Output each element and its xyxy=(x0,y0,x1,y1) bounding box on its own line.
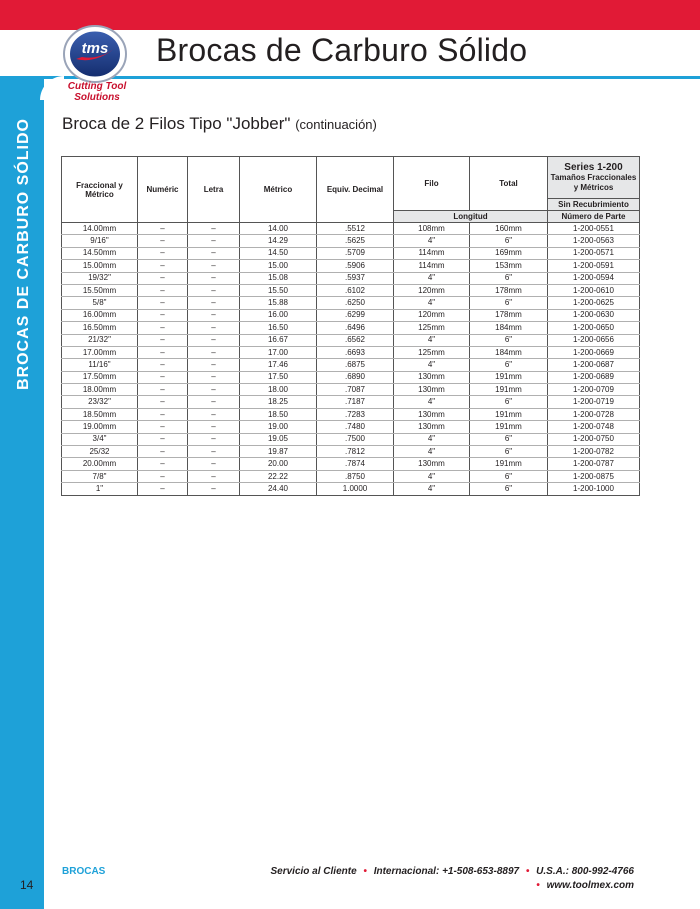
cell-fraccional: 18.50mm xyxy=(62,408,138,420)
cell-numero-parte: 1-200-0875 xyxy=(548,470,640,482)
cell-total: 169mm xyxy=(470,247,548,259)
cell-metrico: 18.00 xyxy=(240,384,317,396)
section-title: Broca de 2 Filos Tipo "Jobber" xyxy=(62,114,291,133)
cell-equiv-decimal: .5512 xyxy=(317,223,394,235)
cell-numeric: – xyxy=(138,309,188,321)
cell-numeric: – xyxy=(138,396,188,408)
cell-letra: – xyxy=(188,470,240,482)
cell-total: 178mm xyxy=(470,309,548,321)
cell-numero-parte: 1-200-0750 xyxy=(548,433,640,445)
cell-filo: 108mm xyxy=(394,223,470,235)
cell-numero-parte: 1-200-0650 xyxy=(548,322,640,334)
cell-filo: 4" xyxy=(394,359,470,371)
cell-fraccional: 23/32" xyxy=(62,396,138,408)
cell-equiv-decimal: .5709 xyxy=(317,247,394,259)
cell-letra: – xyxy=(188,346,240,358)
cell-filo: 125mm xyxy=(394,322,470,334)
cell-metrico: 18.50 xyxy=(240,408,317,420)
cell-letra: – xyxy=(188,483,240,495)
cell-fraccional: 17.00mm xyxy=(62,346,138,358)
footer-contact-line1 xyxy=(270,865,634,879)
cell-numero-parte: 1-200-0630 xyxy=(548,309,640,321)
logo-tagline xyxy=(56,81,138,103)
bullet-icon: • xyxy=(363,866,367,877)
cell-total: 191mm xyxy=(470,384,548,396)
cell-fraccional: 9/16" xyxy=(62,235,138,247)
drill-spec-table xyxy=(61,156,640,496)
cell-total: 6" xyxy=(470,334,548,346)
cell-total: 178mm xyxy=(470,284,548,296)
table-row xyxy=(62,322,640,334)
cell-fraccional: 15.00mm xyxy=(62,260,138,272)
cell-numero-parte: 1-200-0719 xyxy=(548,396,640,408)
cell-fraccional: 18.00mm xyxy=(62,384,138,396)
header-numeric: Numéric xyxy=(138,157,188,223)
cell-metrico: 20.00 xyxy=(240,458,317,470)
cell-letra: – xyxy=(188,260,240,272)
cell-metrico: 16.00 xyxy=(240,309,317,321)
cell-equiv-decimal: 1.0000 xyxy=(317,483,394,495)
logo-tagline-line1: Cutting Tool xyxy=(67,81,127,92)
cell-fraccional: 5/8" xyxy=(62,297,138,309)
page-number: 14 xyxy=(20,878,34,892)
table-row xyxy=(62,421,640,433)
cell-metrico: 19.00 xyxy=(240,421,317,433)
cell-numeric: – xyxy=(138,223,188,235)
cell-numeric: – xyxy=(138,433,188,445)
cell-numeric: – xyxy=(138,272,188,284)
footer-international: Internacional: +1-508-653-8897 xyxy=(373,866,520,877)
table-row xyxy=(62,297,640,309)
cell-numero-parte: 1-200-0563 xyxy=(548,235,640,247)
cell-numero-parte: 1-200-0625 xyxy=(548,297,640,309)
cell-filo: 130mm xyxy=(394,458,470,470)
cell-numeric: – xyxy=(138,421,188,433)
cell-numeric: – xyxy=(138,260,188,272)
cell-metrico: 19.05 xyxy=(240,433,317,445)
cell-metrico: 15.50 xyxy=(240,284,317,296)
cell-letra: – xyxy=(188,359,240,371)
cell-fraccional: 20.00mm xyxy=(62,458,138,470)
cell-equiv-decimal: .5937 xyxy=(317,272,394,284)
table-row xyxy=(62,433,640,445)
cell-equiv-decimal: .7812 xyxy=(317,446,394,458)
cell-numeric: – xyxy=(138,384,188,396)
cell-metrico: 15.88 xyxy=(240,297,317,309)
cell-metrico: 14.29 xyxy=(240,235,317,247)
title-underline xyxy=(40,76,700,79)
cell-equiv-decimal: .7087 xyxy=(317,384,394,396)
header-sin-recubrimiento: Sin Recubrimiento xyxy=(548,199,640,211)
cell-numeric: – xyxy=(138,235,188,247)
cell-filo: 4" xyxy=(394,446,470,458)
cell-letra: – xyxy=(188,446,240,458)
cell-numero-parte: 1-200-0669 xyxy=(548,346,640,358)
cell-fraccional: 25/32 xyxy=(62,446,138,458)
cell-total: 184mm xyxy=(470,322,548,334)
cell-numero-parte: 1-200-0782 xyxy=(548,446,640,458)
table-row xyxy=(62,272,640,284)
cell-letra: – xyxy=(188,247,240,259)
table-row xyxy=(62,235,640,247)
cell-filo: 4" xyxy=(394,272,470,284)
cell-equiv-decimal: .7874 xyxy=(317,458,394,470)
cell-total: 191mm xyxy=(470,421,548,433)
cell-filo: 130mm xyxy=(394,371,470,383)
cell-metrico: 14.50 xyxy=(240,247,317,259)
cell-equiv-decimal: .7187 xyxy=(317,396,394,408)
bullet-icon: • xyxy=(525,866,530,877)
cell-equiv-decimal: .6562 xyxy=(317,334,394,346)
table-row xyxy=(62,223,640,235)
cell-total: 6" xyxy=(470,446,548,458)
cell-total: 6" xyxy=(470,483,548,495)
cell-numero-parte: 1-200-0787 xyxy=(548,458,640,470)
page-title: Brocas de Carburo Sólido xyxy=(156,32,528,68)
cell-total: 6" xyxy=(470,396,548,408)
cell-fraccional: 19/32" xyxy=(62,272,138,284)
cell-metrico: 15.08 xyxy=(240,272,317,284)
cell-letra: – xyxy=(188,322,240,334)
cell-filo: 4" xyxy=(394,483,470,495)
cell-filo: 130mm xyxy=(394,421,470,433)
header-longitud: Longitud xyxy=(394,211,548,223)
header-equiv-decimal: Equiv. Decimal xyxy=(317,157,394,223)
logo-text: tms xyxy=(81,40,109,57)
cell-letra: – xyxy=(188,433,240,445)
cell-letra: – xyxy=(188,334,240,346)
cell-total: 191mm xyxy=(470,408,548,420)
cell-equiv-decimal: .7480 xyxy=(317,421,394,433)
cell-metrico: 24.40 xyxy=(240,483,317,495)
table-row xyxy=(62,359,640,371)
cell-letra: – xyxy=(188,458,240,470)
cell-fraccional: 17.50mm xyxy=(62,371,138,383)
cell-numero-parte: 1-200-0656 xyxy=(548,334,640,346)
cell-numeric: – xyxy=(138,483,188,495)
cell-fraccional: 15.50mm xyxy=(62,284,138,296)
cell-total: 6" xyxy=(470,359,548,371)
cell-letra: – xyxy=(188,309,240,321)
cell-equiv-decimal: .5906 xyxy=(317,260,394,272)
cell-numero-parte: 1-200-0687 xyxy=(548,359,640,371)
cell-equiv-decimal: .8750 xyxy=(317,470,394,482)
cell-total: 6" xyxy=(470,235,548,247)
cell-metrico: 14.00 xyxy=(240,223,317,235)
cell-filo: 4" xyxy=(394,235,470,247)
cell-letra: – xyxy=(188,297,240,309)
cell-numeric: – xyxy=(138,334,188,346)
cell-metrico: 19.87 xyxy=(240,446,317,458)
cell-fraccional: 7/8" xyxy=(62,470,138,482)
logo-tagline-line2: Solutions xyxy=(74,92,120,103)
cell-filo: 130mm xyxy=(394,384,470,396)
cell-equiv-decimal: .6890 xyxy=(317,371,394,383)
cell-metrico: 17.00 xyxy=(240,346,317,358)
cell-letra: – xyxy=(188,421,240,433)
cell-fraccional: 16.50mm xyxy=(62,322,138,334)
cell-fraccional: 1" xyxy=(62,483,138,495)
cell-numeric: – xyxy=(138,297,188,309)
cell-equiv-decimal: .6299 xyxy=(317,309,394,321)
header-metrico: Métrico xyxy=(240,157,317,223)
cell-metrico: 16.50 xyxy=(240,322,317,334)
header-series xyxy=(548,157,640,199)
cell-total: 6" xyxy=(470,470,548,482)
cell-total: 153mm xyxy=(470,260,548,272)
header-letra: Letra xyxy=(188,157,240,223)
footer-service: Servicio al Cliente xyxy=(270,866,357,877)
cell-filo: 130mm xyxy=(394,408,470,420)
table-row xyxy=(62,371,640,383)
cell-fraccional: 21/32" xyxy=(62,334,138,346)
cell-metrico: 22.22 xyxy=(240,470,317,482)
cell-fraccional: 14.00mm xyxy=(62,223,138,235)
table-row xyxy=(62,483,640,495)
footer-contact-line2 xyxy=(270,879,634,893)
cell-metrico: 17.46 xyxy=(240,359,317,371)
table-row xyxy=(62,470,640,482)
table-row xyxy=(62,458,640,470)
cell-numeric: – xyxy=(138,359,188,371)
table-row xyxy=(62,396,640,408)
tms-logo-icon xyxy=(60,24,130,84)
cell-numeric: – xyxy=(138,371,188,383)
cell-filo: 120mm xyxy=(394,284,470,296)
cell-fraccional: 16.00mm xyxy=(62,309,138,321)
bullet-icon: • xyxy=(536,880,540,891)
cell-total: 6" xyxy=(470,297,548,309)
cell-filo: 114mm xyxy=(394,247,470,259)
cell-metrico: 18.25 xyxy=(240,396,317,408)
cell-total: 6" xyxy=(470,433,548,445)
header-fraccional: Fraccional y Métrico xyxy=(62,157,138,223)
cell-filo: 4" xyxy=(394,470,470,482)
table-row xyxy=(62,346,640,358)
cell-filo: 120mm xyxy=(394,309,470,321)
cell-filo: 4" xyxy=(394,297,470,309)
table-row xyxy=(62,408,640,420)
header-total: Total xyxy=(470,157,548,211)
cell-total: 6" xyxy=(470,272,548,284)
cell-filo: 4" xyxy=(394,433,470,445)
table-row xyxy=(62,384,640,396)
sidebar-vertical-label: BROCAS DE CARBURO SÓLIDO xyxy=(15,117,32,391)
cell-fraccional: 14.50mm xyxy=(62,247,138,259)
table-row xyxy=(62,247,640,259)
cell-equiv-decimal: .7283 xyxy=(317,408,394,420)
cell-numeric: – xyxy=(138,458,188,470)
cell-numero-parte: 1-200-1000 xyxy=(548,483,640,495)
cell-filo: 125mm xyxy=(394,346,470,358)
cell-letra: – xyxy=(188,408,240,420)
cell-numero-parte: 1-200-0591 xyxy=(548,260,640,272)
cell-filo: 114mm xyxy=(394,260,470,272)
footer-contact xyxy=(270,865,634,893)
table-row xyxy=(62,309,640,321)
cell-numeric: – xyxy=(138,247,188,259)
cell-filo: 4" xyxy=(394,334,470,346)
cell-numero-parte: 1-200-0728 xyxy=(548,408,640,420)
table-row xyxy=(62,284,640,296)
cell-numeric: – xyxy=(138,470,188,482)
cell-letra: – xyxy=(188,284,240,296)
footer-section-label: BROCAS xyxy=(62,866,106,877)
cell-letra: – xyxy=(188,384,240,396)
cell-numero-parte: 1-200-0571 xyxy=(548,247,640,259)
cell-equiv-decimal: .5625 xyxy=(317,235,394,247)
cell-numeric: – xyxy=(138,284,188,296)
table-row xyxy=(62,446,640,458)
series-title: Series 1-200 xyxy=(564,161,623,173)
cell-numero-parte: 1-200-0748 xyxy=(548,421,640,433)
header-numero-parte: Número de Parte xyxy=(548,211,640,223)
footer-website[interactable]: www.toolmex.com xyxy=(546,880,634,891)
cell-total: 160mm xyxy=(470,223,548,235)
cell-equiv-decimal: .6250 xyxy=(317,297,394,309)
footer-usa: U.S.A.: 800-992-4766 xyxy=(536,866,634,877)
cell-equiv-decimal: .7500 xyxy=(317,433,394,445)
table-row xyxy=(62,260,640,272)
cell-metrico: 17.50 xyxy=(240,371,317,383)
header-filo: Filo xyxy=(394,157,470,211)
section-subtitle: (continuación) xyxy=(295,117,377,132)
section-heading xyxy=(62,114,377,134)
cell-filo: 4" xyxy=(394,396,470,408)
cell-numero-parte: 1-200-0551 xyxy=(548,223,640,235)
cell-letra: – xyxy=(188,235,240,247)
cell-total: 184mm xyxy=(470,346,548,358)
cell-equiv-decimal: .6102 xyxy=(317,284,394,296)
cell-fraccional: 11/16" xyxy=(62,359,138,371)
cell-numero-parte: 1-200-0709 xyxy=(548,384,640,396)
table-row xyxy=(62,334,640,346)
cell-metrico: 15.00 xyxy=(240,260,317,272)
cell-equiv-decimal: .6496 xyxy=(317,322,394,334)
cell-total: 191mm xyxy=(470,371,548,383)
cell-letra: – xyxy=(188,223,240,235)
cell-total: 191mm xyxy=(470,458,548,470)
cell-numeric: – xyxy=(138,346,188,358)
cell-fraccional: 19.00mm xyxy=(62,421,138,433)
cell-numero-parte: 1-200-0689 xyxy=(548,371,640,383)
series-subtitle: Tamaños Fraccionales y Métricos xyxy=(550,172,637,192)
cell-metrico: 16.67 xyxy=(240,334,317,346)
cell-letra: – xyxy=(188,371,240,383)
cell-letra: – xyxy=(188,396,240,408)
cell-equiv-decimal: .6693 xyxy=(317,346,394,358)
cell-numero-parte: 1-200-0594 xyxy=(548,272,640,284)
cell-numero-parte: 1-200-0610 xyxy=(548,284,640,296)
cell-numeric: – xyxy=(138,408,188,420)
cell-fraccional: 3/4" xyxy=(62,433,138,445)
cell-numeric: – xyxy=(138,322,188,334)
cell-numeric: – xyxy=(138,446,188,458)
cell-equiv-decimal: .6875 xyxy=(317,359,394,371)
cell-letra: – xyxy=(188,272,240,284)
